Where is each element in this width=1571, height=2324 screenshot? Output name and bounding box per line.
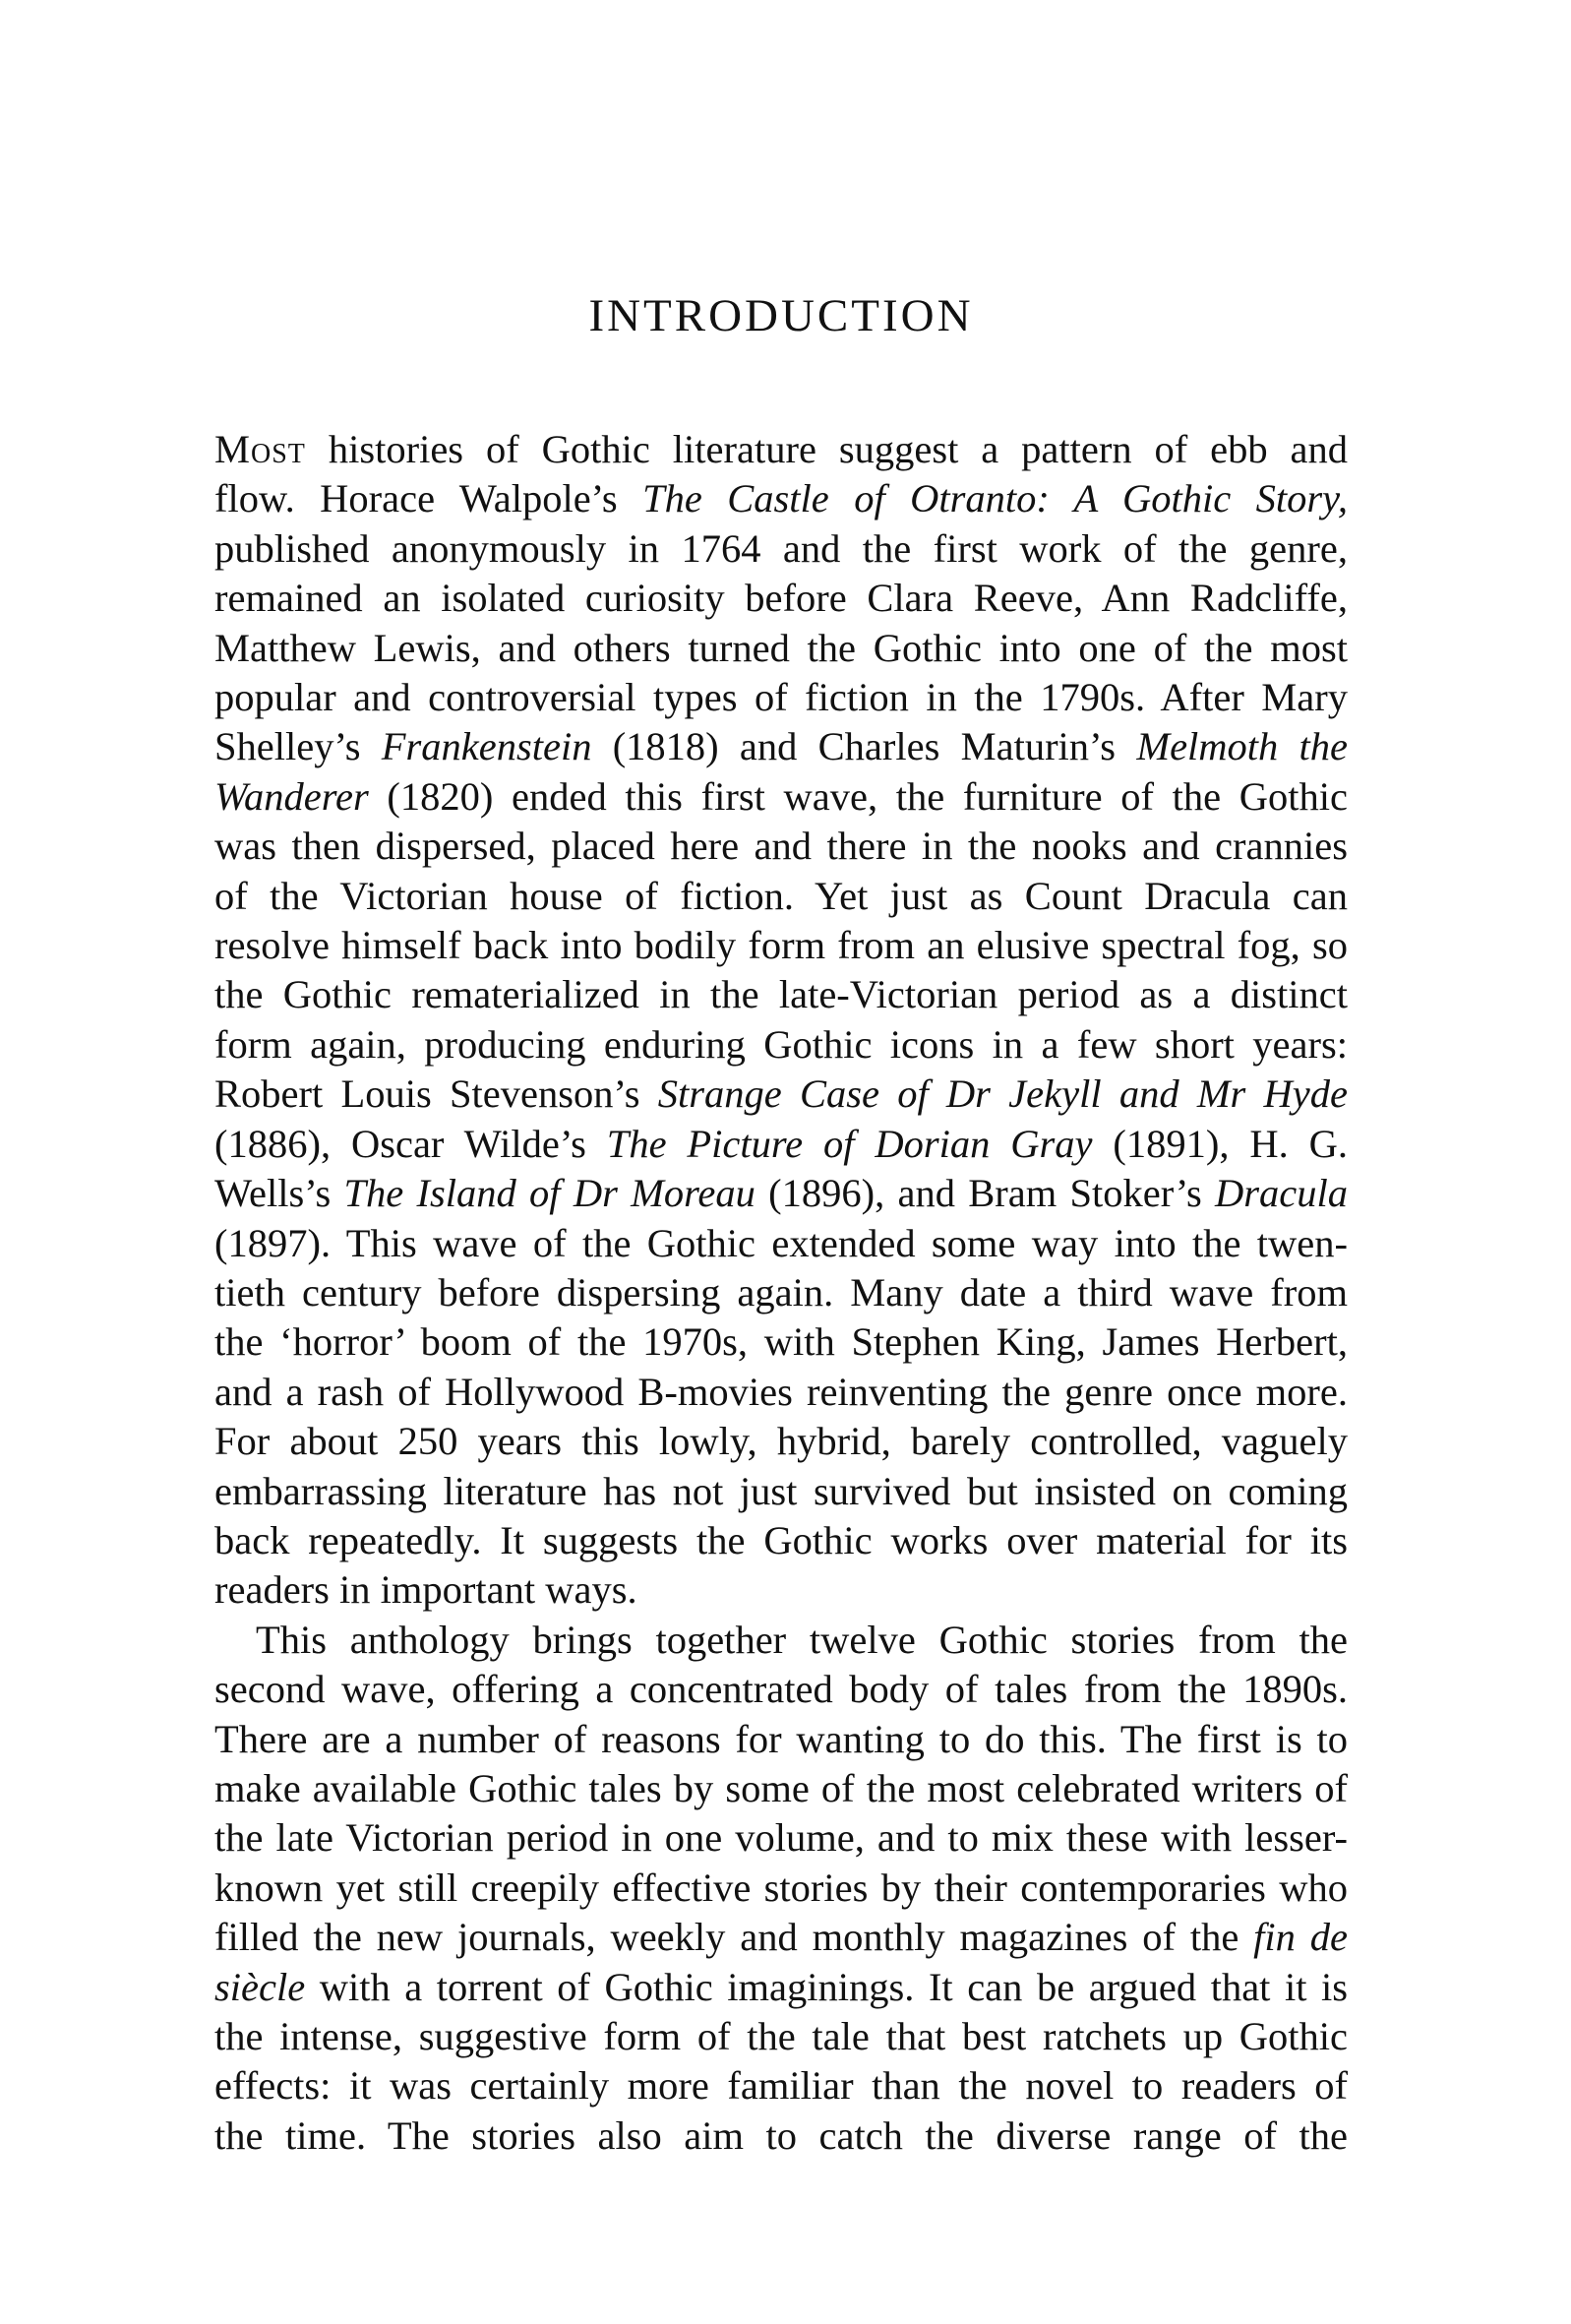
text-line: make available Gothic tales by some of the most celebrated writers of: [214, 1765, 1348, 1810]
italic-title: Strange Case of Dr Jekyll and Mr Hyde: [657, 1071, 1349, 1117]
text-fragment: (1886), Oscar Wilde’s: [214, 1121, 607, 1166]
text-line: [214, 722, 1348, 771]
text-line: [214, 1070, 1348, 1119]
small-caps-opening: Most: [214, 427, 306, 471]
text-line: the time. The stories also aim to catch the diverse range of the: [214, 2112, 1348, 2158]
text-line: There are a number of reasons for wanting to do this. The first is to: [214, 1716, 1348, 1761]
text-line: of the Victorian house of fiction. Yet just as Count Dracula can: [214, 873, 1348, 918]
text-line: back repeatedly. It suggests the Gothic works over material for its: [214, 1517, 1348, 1562]
text-line: remained an isolated curiosity before Clara Reeve, Ann Radcliffe,: [214, 576, 1348, 621]
italic-title: Melmoth the: [1136, 724, 1349, 769]
book-page: [214, 0, 1348, 2324]
text-fragment: Robert Louis Stevenson’s: [214, 1071, 658, 1117]
italic-phrase: siècle: [214, 1964, 306, 2009]
text-fragment: with a torrent of Gothic imaginings. It can be argued that it is: [305, 1964, 1348, 2009]
text-line: Matthew Lewis, and others turned the Gothic into one of the most: [214, 625, 1348, 670]
text-line: tieth century before dispersing again. Many date a third wave from: [214, 1269, 1348, 1315]
text-line: [214, 474, 1348, 523]
text-line: known yet still creepily effective stories by their contemporaries who: [214, 1865, 1348, 1910]
text-line: the intense, suggestive form of the tale that best ratchets up Gothic: [214, 2014, 1348, 2058]
text-line: published anonymously in 1764 and the first work of the genre,: [214, 525, 1348, 571]
text-line: [214, 1963, 1348, 2012]
text-line: the Gothic rematerialized in the late-Victorian period as a distinct: [214, 972, 1348, 1017]
text-fragment: filled the new journals, weekly and monthly magazines of the: [214, 1915, 1254, 1960]
text-line: second wave, offering a concentrated body of tales from the 1890s.: [214, 1667, 1348, 1712]
text-line: (1897). This wave of the Gothic extended some way into the twen-: [214, 1220, 1348, 1265]
italic-phrase: fin de: [1253, 1915, 1349, 1960]
italic-title: The Island of Dr Moreau: [343, 1171, 755, 1216]
text-fragment: Wells’s: [214, 1171, 344, 1216]
paragraph-2: [214, 1616, 1348, 2161]
text-line: [214, 425, 1348, 474]
text-line: This anthology brings together twelve Gothic stories from the: [256, 1617, 1348, 1662]
text-line: the late Victorian period in one volume, and to mix these with lesser-: [214, 1815, 1348, 1861]
text-line: was then dispersed, placed here and there in the nooks and crannies: [214, 824, 1348, 869]
text-fragment: flow. Horace Walpole’s: [214, 476, 643, 521]
italic-title: The Castle of Otranto: A Gothic Story,: [642, 476, 1348, 521]
text-line: resolve himself back into bodily form from an elusive spectral fog, so: [214, 923, 1348, 968]
text-line: readers in important ways.: [214, 1567, 637, 1613]
text-fragment: (1891), H. G.: [1092, 1121, 1348, 1166]
italic-title: Wanderer: [214, 773, 369, 819]
italic-title: The Picture of Dorian Gray: [606, 1121, 1093, 1166]
text-fragment: (1896), and Bram Stoker’s: [755, 1171, 1216, 1216]
text-fragment: (1818) and Charles Maturin’s: [591, 724, 1137, 769]
text-line: form again, producing enduring Gothic icons in a few short years:: [214, 1021, 1348, 1067]
text-line: [214, 1120, 1348, 1169]
text-line: [214, 772, 1348, 822]
italic-title: Dracula: [1215, 1171, 1349, 1216]
text-line: For about 250 years this lowly, hybrid, barely controlled, vaguely: [214, 1419, 1348, 1464]
text-fragment: Shelley’s: [214, 724, 382, 769]
text-fragment: (1820) ended this first wave, the furniture of the Gothic: [368, 773, 1348, 819]
paragraph-1: [214, 425, 1348, 1616]
text-line: [214, 1913, 1348, 1962]
text-fragment: histories of Gothic literature suggest a pattern of ebb and: [305, 427, 1348, 471]
body-text: [214, 425, 1348, 2161]
chapter-heading: INTRODUCTION: [588, 290, 974, 341]
text-line: and a rash of Hollywood B-movies reinventing the genre once more.: [214, 1369, 1348, 1414]
text-line: embarrassing literature has not just survived but insisted on coming: [214, 1468, 1348, 1513]
text-line: [214, 1169, 1348, 1218]
text-line: effects: it was certainly more familiar than the novel to readers of: [214, 2063, 1348, 2109]
text-line: the ‘horror’ boom of the 1970s, with Stephen King, James Herbert,: [214, 1319, 1348, 1365]
text-line: popular and controversial types of fiction in the 1790s. After Mary: [214, 675, 1348, 720]
italic-title: Frankenstein: [381, 724, 592, 769]
